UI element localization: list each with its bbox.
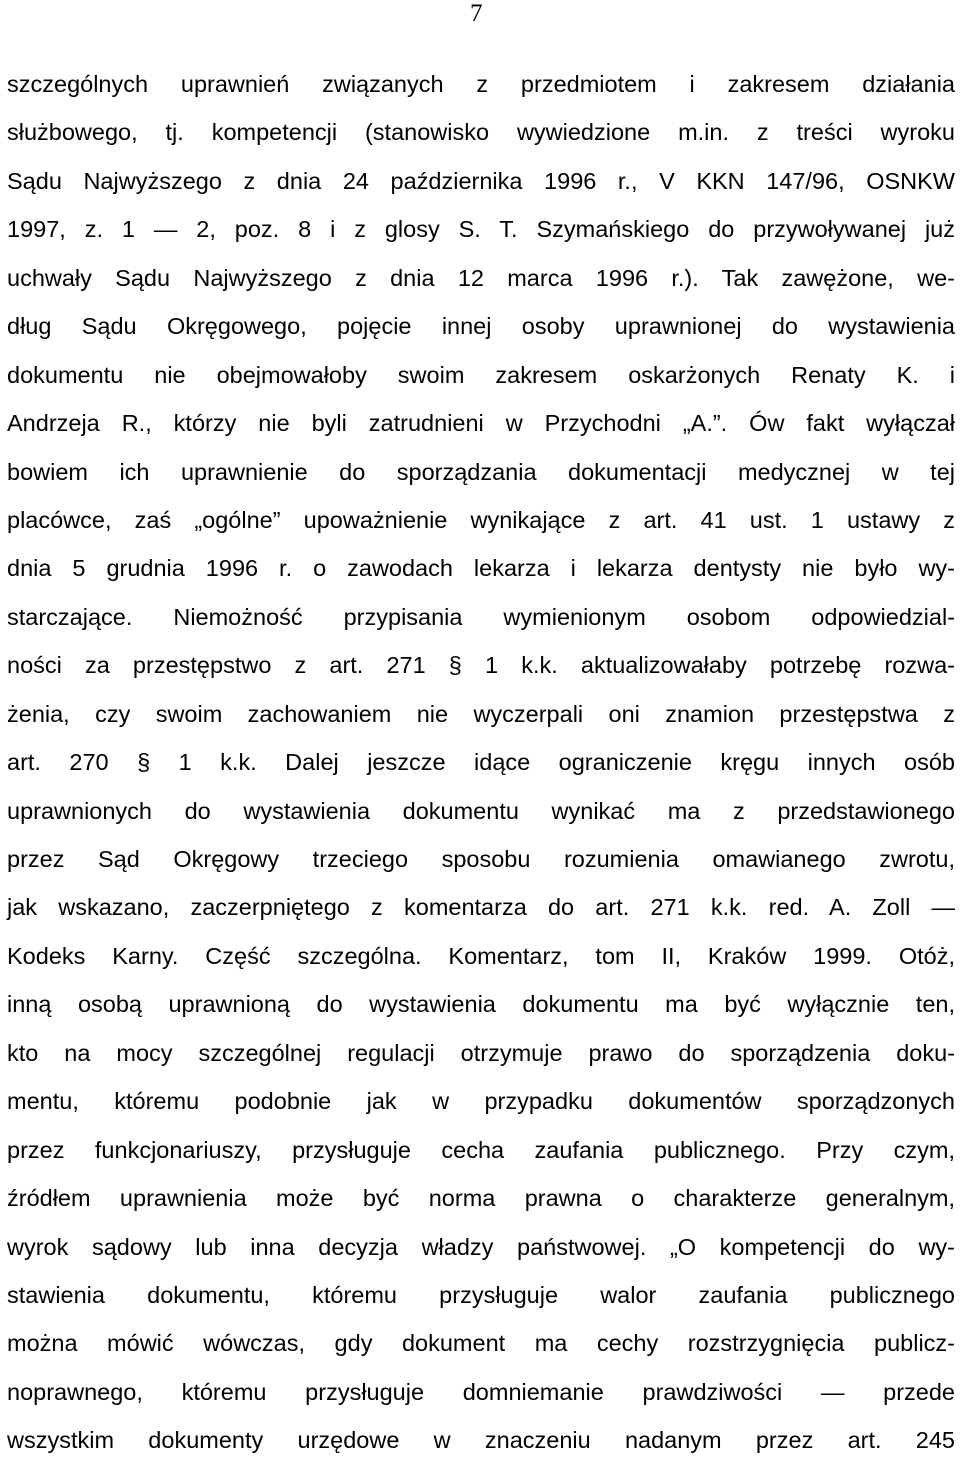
text-line: dokumentu nie obejmowałoby swoim zakresem oskarżonych Renaty K. i (7, 361, 955, 388)
page-number: 7 (470, 0, 483, 27)
document-body (7, 60, 955, 1465)
text-line: inną osobą uprawnioną do wystawienia dokumentu ma być wyłącznie ten, (7, 991, 955, 1018)
text-line: Andrzeja R., którzy nie byli zatrudnieni w Przychodni „A.”. Ów fakt wyłączał (7, 410, 955, 437)
text-line: żenia, czy swoim zachowaniem nie wyczerpali oni znamion przestępstwa z (7, 700, 955, 727)
text-line: źródłem uprawnienia może być norma prawna o charakterze generalnym, (7, 1185, 955, 1212)
text-line: dług Sądu Okręgowego, pojęcie innej osoby uprawnionej do wystawienia (7, 313, 955, 340)
text-line: uchwały Sądu Najwyższego z dnia 12 marca 1996 r.). Tak zawężone, we- (7, 264, 955, 291)
text-line: uprawnionych do wystawienia dokumentu wynikać ma z przedstawionego (7, 797, 955, 824)
text-line: Kodeks Karny. Część szczególna. Komentarz, tom II, Kraków 1999. Otóż, (7, 942, 955, 969)
text-line: przez Sąd Okręgowy trzeciego sposobu rozumienia omawianego zwrotu, (7, 846, 955, 872)
text-line: służbowego, tj. kompetencji (stanowisko wywiedzione m.in. z treści wyroku (7, 119, 955, 146)
text-line: art. 270 § 1 k.k. Dalej jeszcze idące ograniczenie kręgu innych osób (7, 749, 955, 776)
text-line: szczególnych uprawnień związanych z przedmiotem i zakresem działania (7, 71, 955, 97)
text-line: Sądu Najwyższego z dnia 24 października 1996 r., V KKN 147/96, OSNKW (7, 167, 955, 194)
text-line: można mówić wówczas, gdy dokument ma cechy rozstrzygnięcia publicz- (7, 1330, 955, 1357)
text-line: dnia 5 grudnia 1996 r. o zawodach lekarza i lekarza dentysty nie było wy- (7, 555, 955, 582)
text-line: 1997, z. 1 — 2, poz. 8 i z glosy S. T. Szymańskiego do przywoływanej już (7, 216, 955, 243)
text-line: placówce, zaś „ogólne” upoważnienie wynikające z art. 41 ust. 1 ustawy z (7, 506, 955, 533)
text-line: starczające. Niemożność przypisania wymienionym osobom odpowiedzial- (7, 603, 955, 630)
text-line: kto na mocy szczególnej regulacji otrzymuje prawo do sporządzenia doku- (7, 1039, 955, 1066)
text-line: stawienia dokumentu, któremu przysługuje walor zaufania publicznego (7, 1281, 955, 1308)
text-line: wszystkim dokumenty urzędowe w znaczeniu nadanym przez art. 245 (7, 1427, 955, 1454)
text-line: bowiem ich uprawnienie do sporządzania dokumentacji medycznej w tej (7, 458, 955, 485)
text-line: mentu, któremu podobnie jak w przypadku dokumentów sporządzonych (7, 1088, 955, 1115)
text-line: noprawnego, któremu przysługuje domniemanie prawdziwości — przede (7, 1378, 955, 1405)
text-line: przez funkcjonariuszy, przysługuje cecha zaufania publicznego. Przy czym, (7, 1136, 955, 1163)
text-line: ności za przestępstwo z art. 271 § 1 k.k. aktualizowałaby potrzebę rozwa- (7, 652, 955, 679)
text-line: wyrok sądowy lub inna decyzja władzy państwowej. „O kompetencji do wy- (7, 1233, 955, 1260)
text-line: jak wskazano, zaczerpniętego z komentarza do art. 271 k.k. red. A. Zoll — (7, 894, 955, 921)
